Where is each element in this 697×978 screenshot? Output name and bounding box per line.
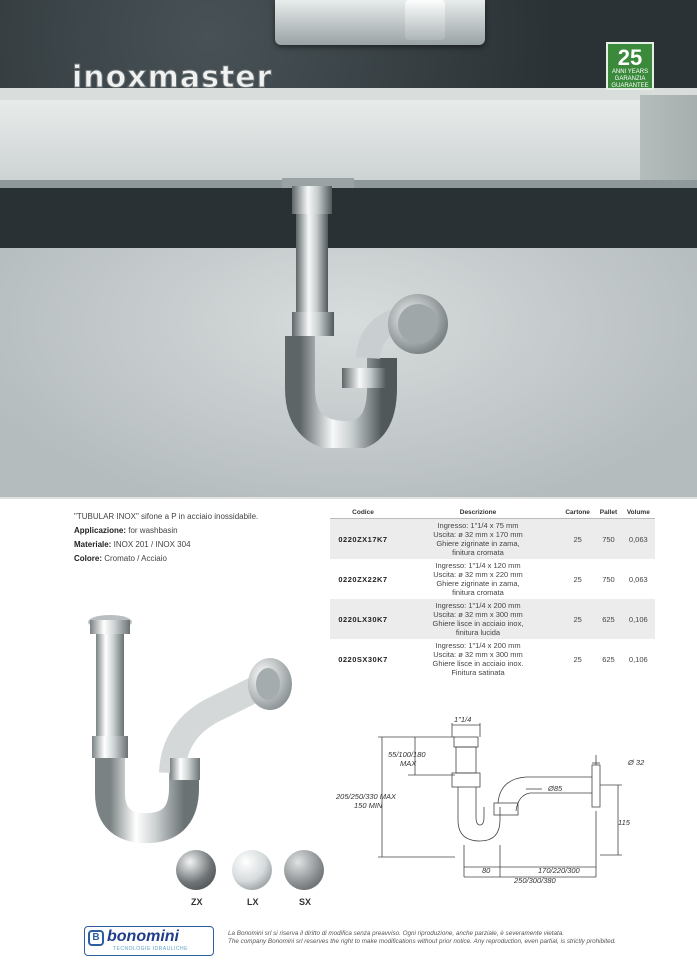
- company-tagline: TECNOLOGIE IDRAULICHE: [113, 946, 188, 952]
- header-carton: Cartone: [560, 507, 595, 519]
- material-value: INOX 201 / INOX 304: [113, 540, 191, 549]
- application-label: Applicazione:: [74, 526, 127, 535]
- color-line: [74, 552, 324, 566]
- guarantee-badge: [606, 42, 654, 90]
- table-row: [330, 519, 655, 560]
- desc-line: finitura cromata: [452, 588, 504, 597]
- header-pallet: Pallet: [595, 507, 621, 519]
- siphon-product-image: [82, 608, 312, 848]
- material-label: Materiale:: [74, 540, 112, 549]
- dim-height-115: 115: [618, 818, 630, 827]
- product-info: [74, 510, 324, 566]
- finish-label-lx: LX: [247, 897, 259, 907]
- finish-label-zx: ZX: [191, 897, 203, 907]
- desc-line: Uscita: ø 32 mm x 300 mm: [433, 650, 523, 659]
- dim-nut-diameter: Ø85: [548, 784, 563, 793]
- carton-cell: 25: [573, 654, 582, 664]
- technical-drawing: [330, 715, 670, 885]
- finish-swatch-lx: [232, 850, 272, 890]
- desc-line: Ingresso: 1"1/4 x 75 mm: [437, 521, 519, 530]
- divider: [0, 497, 697, 499]
- carton-cell: 25: [560, 519, 595, 560]
- desc-line: Uscita: ø 32 mm x 170 mm: [433, 530, 523, 539]
- desc-line: Uscita: ø 32 mm x 300 mm: [433, 610, 523, 619]
- badge-line-3: GUARANTEE: [611, 83, 649, 89]
- pallet-cell: 625: [595, 599, 621, 639]
- pallet-cell: 625: [602, 654, 615, 664]
- dim-width-80: 80: [482, 866, 491, 875]
- volume-cell: 0,106: [622, 599, 655, 639]
- color-label: Colore:: [74, 554, 102, 563]
- product-description-cell: [396, 639, 560, 679]
- inoxmaster-logo: inoxmaster: [72, 60, 273, 95]
- carton-cell: 25: [560, 599, 595, 639]
- color-value: Cromato / Acciaio: [104, 554, 167, 563]
- finish-swatch-zx: [176, 850, 216, 890]
- table-row: [330, 639, 655, 679]
- dim-top-height: 55/100/180: [388, 750, 426, 759]
- table-header-row: [330, 507, 655, 519]
- product-description: "TUBULAR INOX" sifone a P in acciaio inossidabile.: [74, 512, 259, 521]
- desc-line: Ghiere lisce in acciaio inox.: [432, 659, 524, 668]
- dim-outlet-diameter: Ø 32: [628, 758, 645, 767]
- application-value: for washbasin: [128, 526, 178, 535]
- desc-line: Ingresso: 1"1/4 x 200 mm: [435, 641, 521, 650]
- washbasin-front: [0, 100, 680, 180]
- dim-top-max: MAX: [400, 759, 417, 768]
- table-row: [330, 599, 655, 639]
- badge-line-1: ANNI YEARS: [611, 69, 649, 75]
- pallet-cell: 750: [595, 519, 621, 560]
- washbasin-side: [640, 95, 697, 185]
- desc-line: Ghiere lisce in acciaio inox,: [432, 619, 524, 628]
- badge-number: 25: [617, 45, 643, 70]
- header-code: Codice: [330, 507, 396, 519]
- desc-line: Ingresso: 1"1/4 x 120 mm: [435, 561, 521, 570]
- volume-cell: 0,106: [628, 654, 648, 664]
- dim-total-height: 205/250/330 MAX: [336, 792, 397, 801]
- carton-cell: 25: [573, 574, 582, 584]
- desc-line: Finitura satinata: [451, 668, 505, 677]
- dim-inlet: 1"1/4: [454, 715, 472, 724]
- finish-swatch-sx: [284, 850, 324, 890]
- dim-width-outlet: 170/220/300: [538, 866, 580, 875]
- product-code: 0220LX30K7: [330, 599, 396, 639]
- application-line: [74, 524, 324, 538]
- product-description-cell: [396, 559, 560, 599]
- product-code: 0220ZX22K7: [338, 574, 388, 584]
- material-line: [74, 538, 324, 552]
- desc-line: Ghiere zigrinate in zama,: [436, 579, 520, 588]
- product-code: 0220ZX17K7: [330, 519, 396, 560]
- badge-line-2: GARANZIA: [614, 76, 646, 82]
- dim-width-total: 250/300/380: [514, 876, 556, 885]
- faucet-image: [275, 0, 485, 45]
- desc-line: finitura cromata: [452, 548, 504, 557]
- finish-label-sx: SX: [299, 897, 312, 907]
- bonomini-mark-icon: B: [88, 930, 104, 946]
- table-row: [330, 559, 655, 599]
- company-name: bonomini: [107, 928, 179, 945]
- product-table: [330, 507, 655, 679]
- disclaimer: [228, 930, 668, 946]
- volume-cell: 0,063: [628, 574, 648, 584]
- siphon-photo: [270, 178, 470, 448]
- pallet-cell: 750: [602, 574, 615, 584]
- desc-line: finitura lucida: [455, 628, 501, 637]
- volume-cell: 0,063: [622, 519, 655, 560]
- header-description: Descrizione: [396, 507, 560, 519]
- header-volume: Volume: [622, 507, 655, 519]
- bonomini-logo: [84, 926, 214, 956]
- desc-line: Ghiere zigrinate in zama,: [436, 539, 520, 548]
- desc-line: Ingresso: 1"1/4 x 200 mm: [435, 601, 521, 610]
- product-description-cell: [396, 599, 560, 639]
- desc-line: Uscita: ø 32 mm x 220 mm: [433, 570, 523, 579]
- product-code: 0220SX30K7: [338, 654, 388, 664]
- product-description-cell: [396, 519, 560, 560]
- disclaimer-english: The company Bonomini srl reserves the right to make modifications without prior notice. Any reproduction, even partial, is strictly prohibited.: [228, 938, 616, 945]
- dim-total-min: 150 MIN: [354, 801, 383, 810]
- disclaimer-italian: La Bonomini srl si riserva il diritto di modifica senza preavviso. Ogni riproduzione, anche parziale, è severamente vietata.: [228, 930, 564, 937]
